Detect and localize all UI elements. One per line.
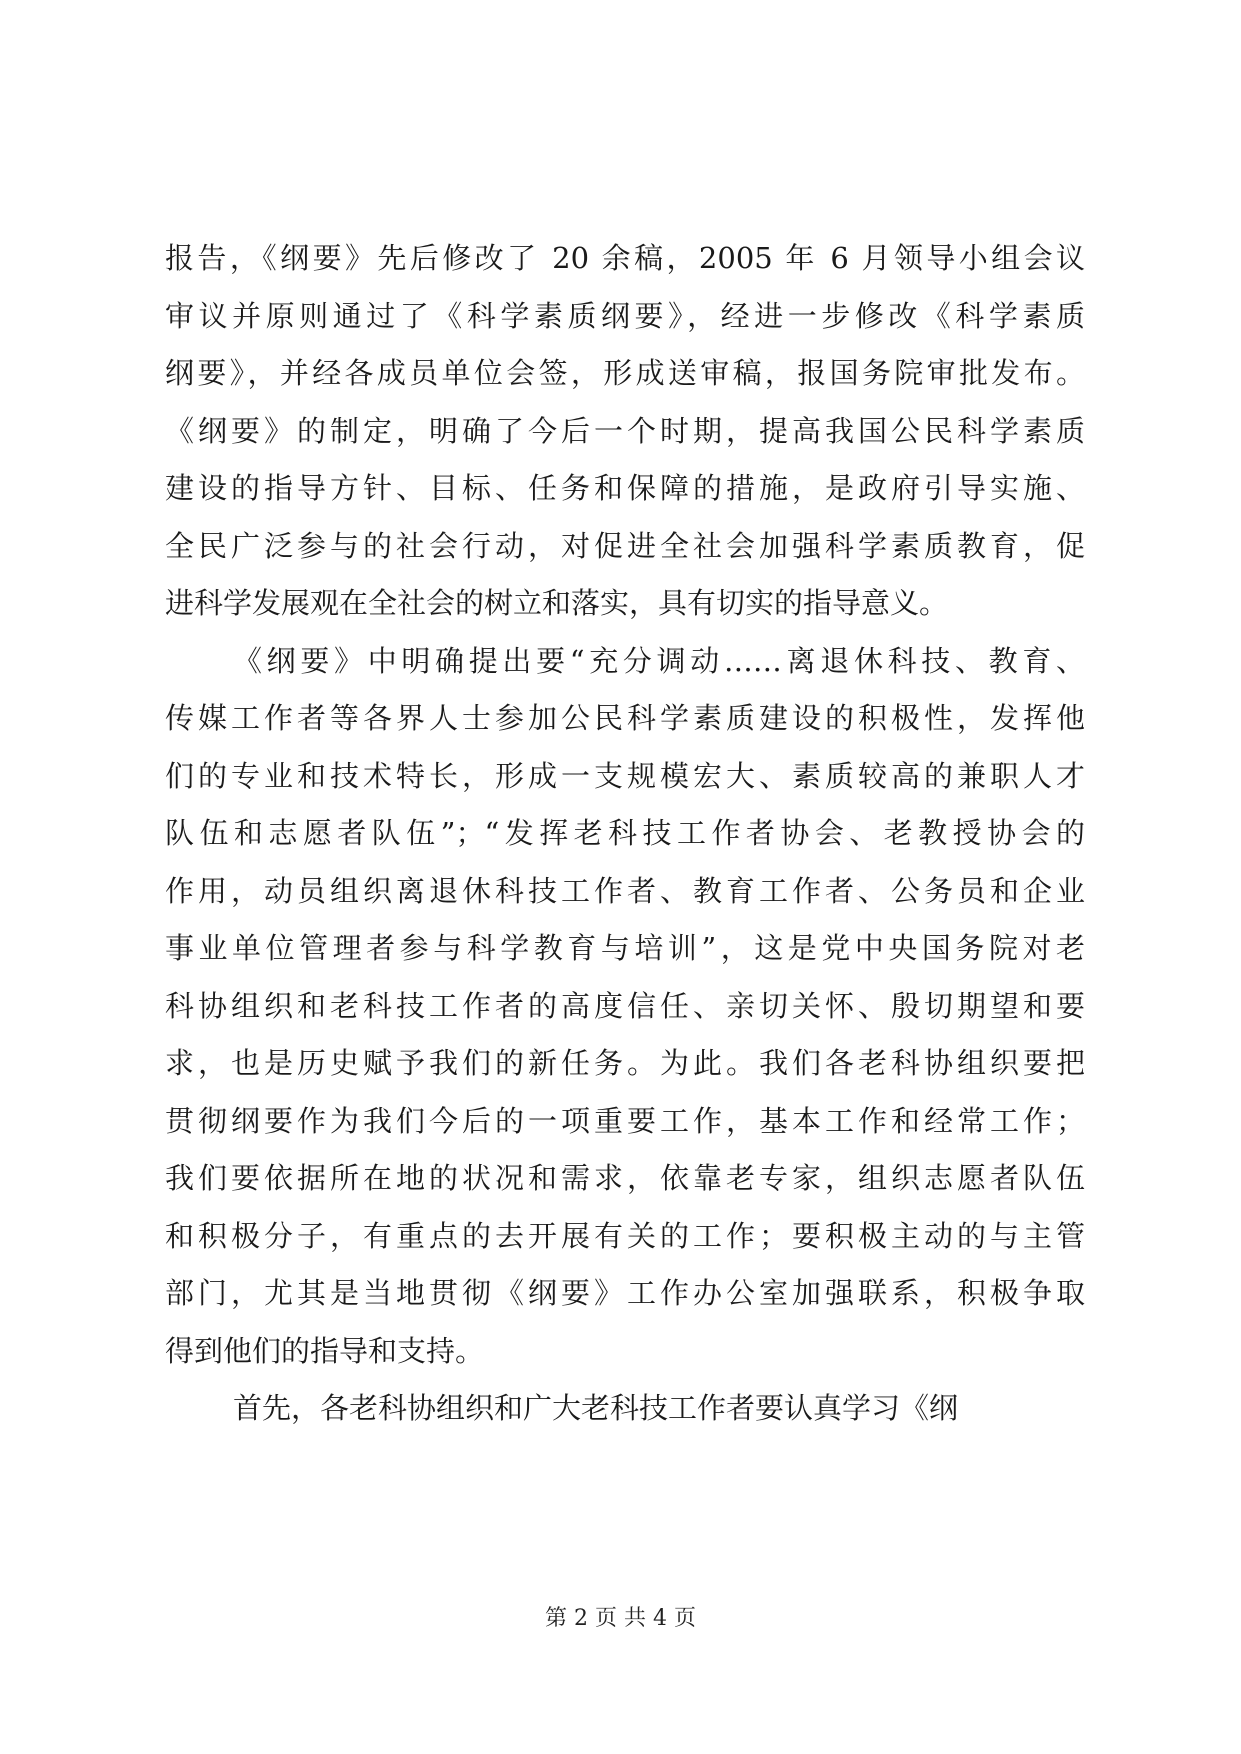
text-line: 传媒工作者等各界人士参加公民科学素质建设的积极性，发挥他	[165, 701, 1085, 735]
text-line: 进科学发展观在全社会的树立和落实，具有切实的指导意义。	[165, 586, 949, 620]
text-line: 纲要》，并经各成员单位会签，形成送审稿，报国务院审批发布。	[165, 356, 1085, 390]
paragraph-1	[165, 230, 1085, 633]
page-footer	[0, 1604, 1241, 1634]
text-line: 《纲要》中明确提出要“充分调动……离退休科技、教育、	[233, 643, 1085, 678]
text-line: 建设的指导方针、目标、任务和保障的措施，是政府引导实施、	[165, 471, 1085, 505]
text-line: 事业单位管理者参与科学教育与培训”，这是党中央国务院对老	[165, 931, 1085, 965]
page-number-label: 第 2 页 共 4 页	[545, 1606, 696, 1631]
text-line: 科协组织和老科技工作者的高度信任、亲切关怀、殷切期望和要	[165, 988, 1085, 1023]
text-line: 我们要依据所在地的状况和需求，依靠老专家，组织志愿者队伍	[165, 1161, 1085, 1195]
text-line: 们的专业和技术特长，形成一支规模宏大、素质较高的兼职人才	[165, 758, 1085, 793]
text-line: 贯彻纲要作为我们今后的一项重要工作，基本工作和经常工作；	[165, 1103, 1085, 1138]
text-line: 报告，《纲要》先后修改了 20 余稿，2005 年 6 月领导小组会议	[165, 241, 1085, 275]
text-line: 和积极分子，有重点的去开展有关的工作；要积极主动的与主管	[165, 1218, 1085, 1253]
paragraph-3	[165, 1380, 1085, 1438]
paragraph-2	[165, 633, 1085, 1381]
text-line: 首先，各老科协组织和广大老科技工作者要认真学习《纲	[233, 1391, 959, 1425]
text-line: 《纲要》的制定，明确了今后一个时期，提高我国公民科学素质	[165, 413, 1085, 448]
text-line: 作用，动员组织离退休科技工作者、教育工作者、公务员和企业	[165, 873, 1085, 908]
text-line: 得到他们的指导和支持。	[165, 1333, 485, 1368]
text-line: 队伍和志愿者队伍”；“发挥老科技工作者协会、老教授协会的	[165, 816, 1085, 850]
text-line: 审议并原则通过了《科学素质纲要》，经进一步修改《科学素质	[165, 298, 1085, 333]
document-body	[165, 230, 1085, 1438]
text-line: 求，也是历史赋予我们的新任务。为此。我们各老科协组织要把	[165, 1046, 1085, 1080]
text-line: 全民广泛参与的社会行动，对促进全社会加强科学素质教育，促	[165, 528, 1085, 563]
text-line: 部门，尤其是当地贯彻《纲要》工作办公室加强联系，积极争取	[165, 1276, 1085, 1310]
